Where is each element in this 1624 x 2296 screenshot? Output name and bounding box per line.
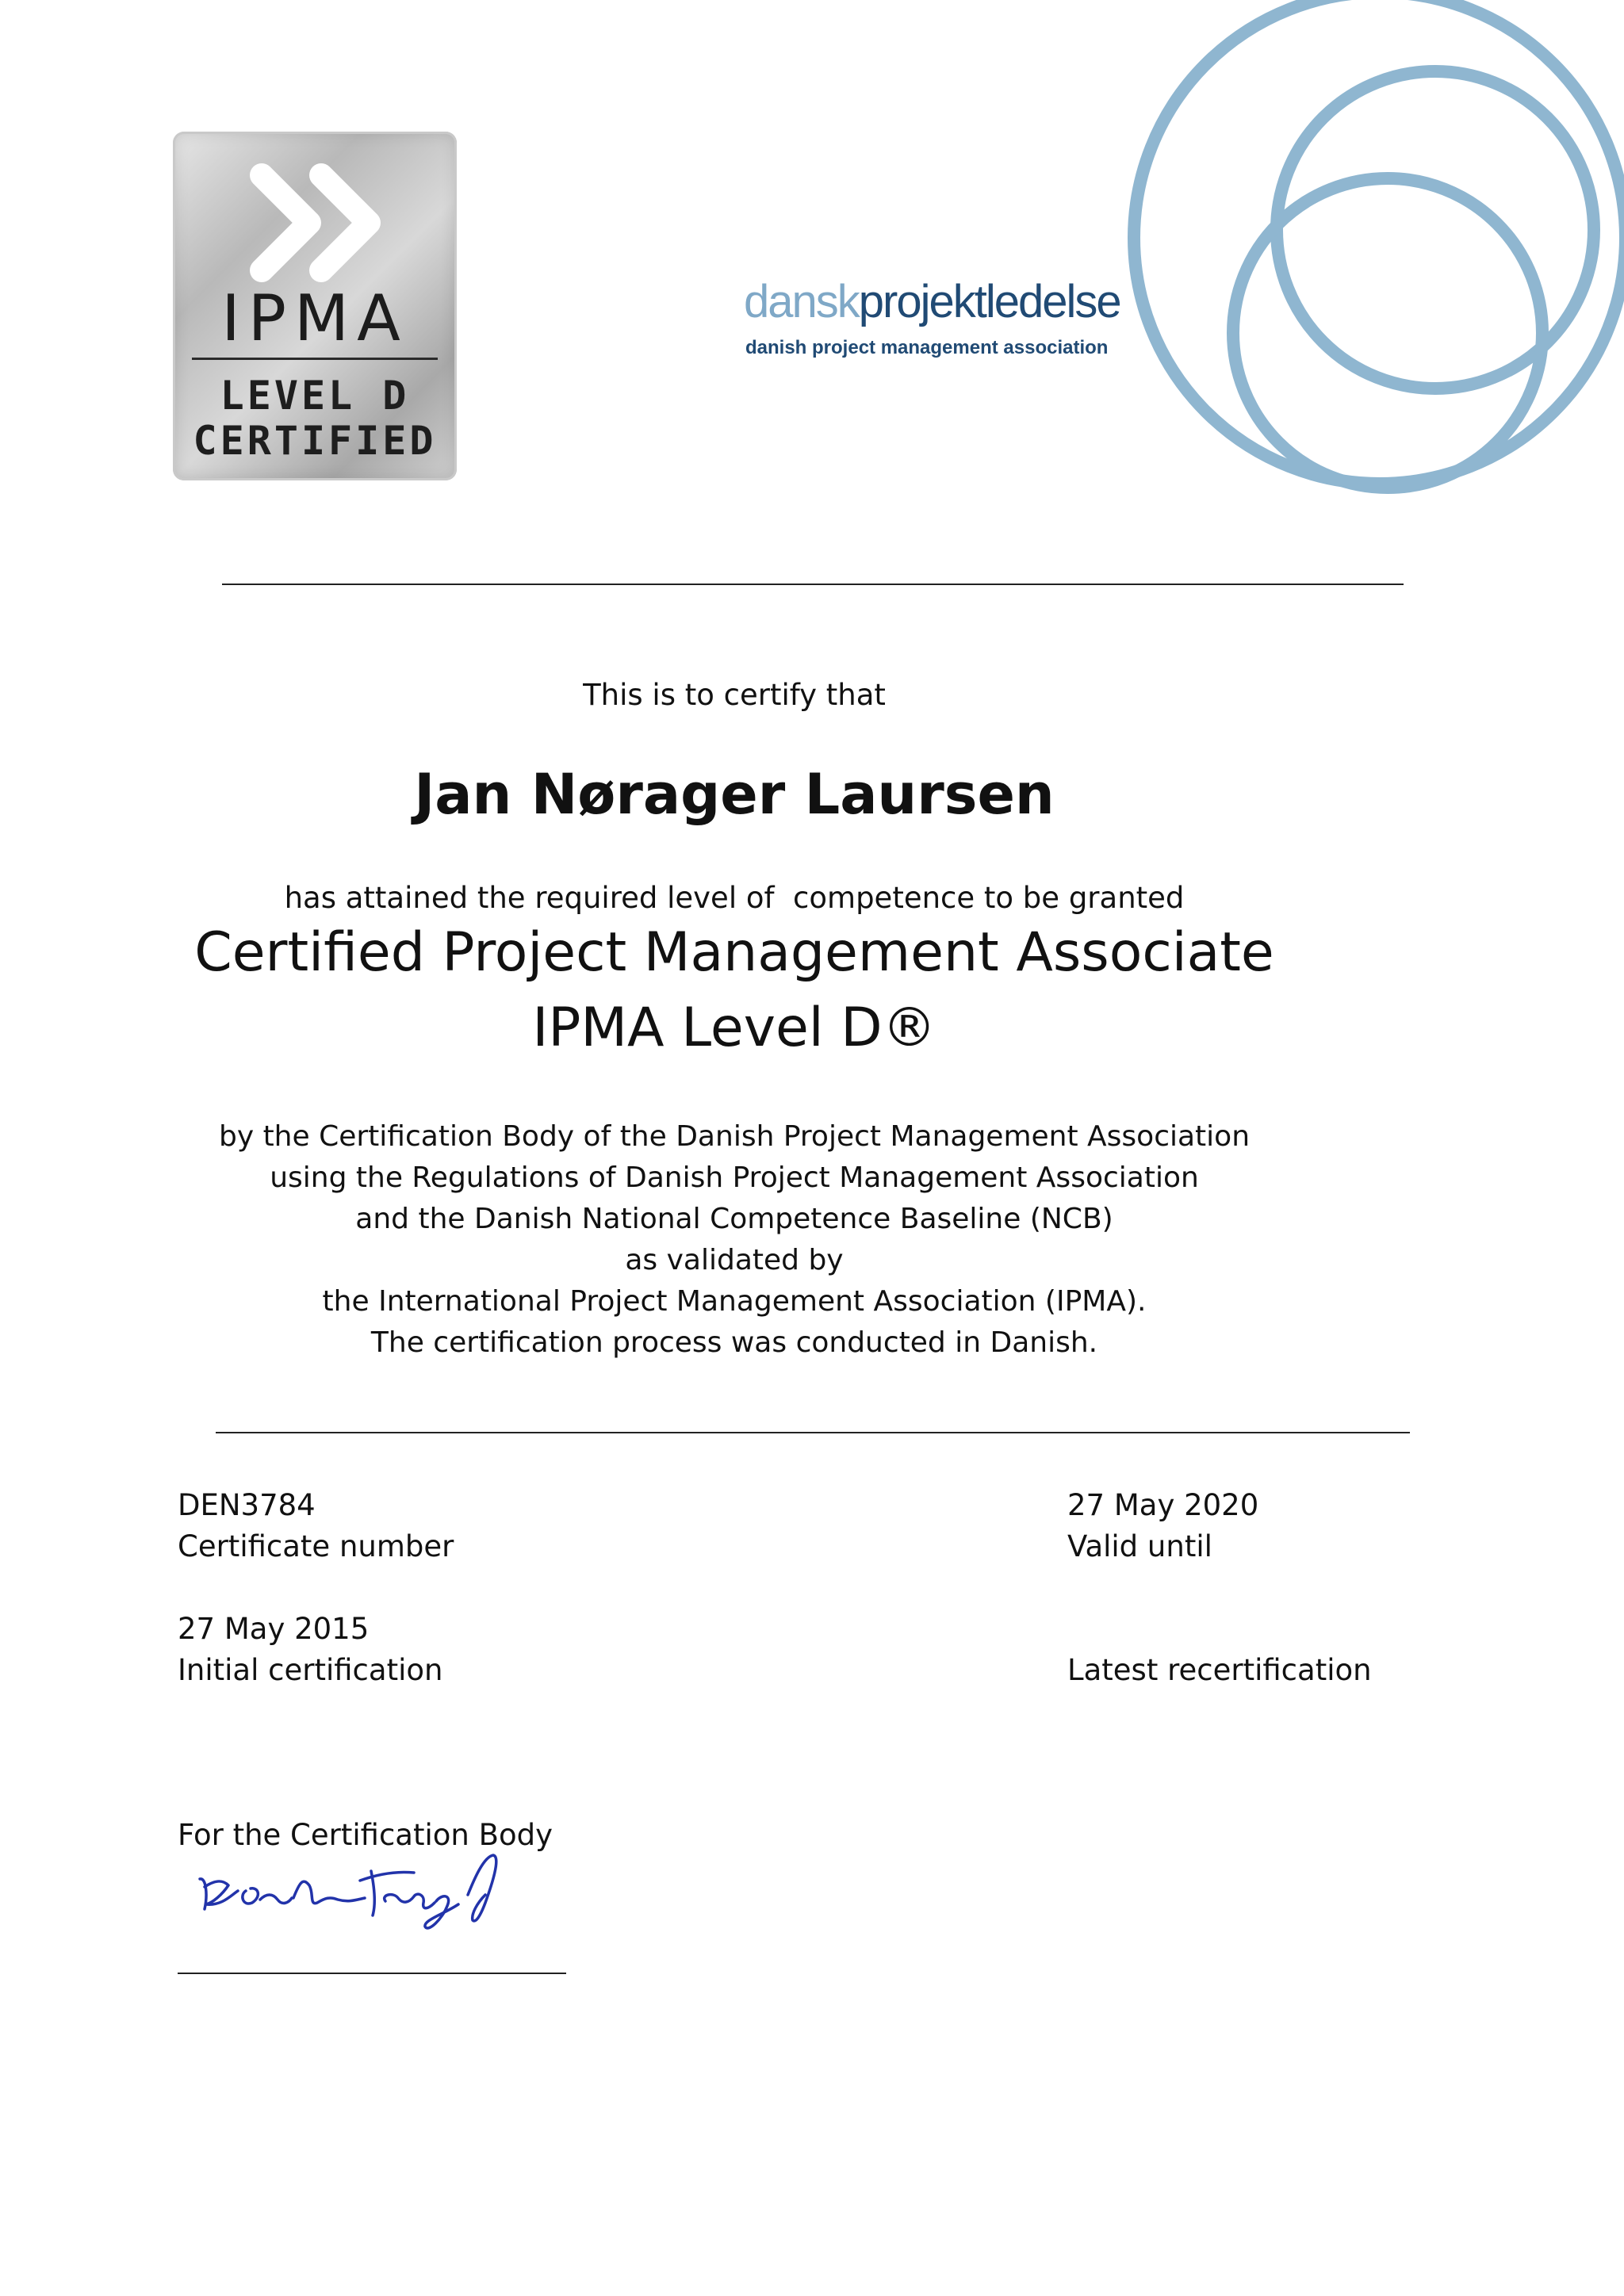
- body-line: using the Regulations of Danish Project Management Association: [270, 1161, 1199, 1194]
- certificate-number-value: DEN3784: [178, 1488, 316, 1522]
- handwritten-signature: [190, 1847, 523, 1942]
- badge-certified: CERTIFIED: [193, 418, 437, 464]
- body-line: by the Certification Body of the Danish Project Management Association: [218, 1120, 1251, 1153]
- body-line: as validated by: [625, 1244, 844, 1276]
- double-chevron-icon: [246, 163, 389, 282]
- certification-level: IPMA Level D®: [532, 997, 936, 1059]
- initial-certification-value: 27 May 2015: [178, 1612, 370, 1646]
- logo-part-light: dansk: [744, 276, 859, 327]
- certification-title: Certified Project Management Associate: [194, 921, 1274, 984]
- body-line: and the Danish National Competence Baseline (NCB): [355, 1203, 1113, 1235]
- logo-tagline: danish project management association: [745, 337, 1109, 358]
- initial-certification-label: Initial certification: [178, 1653, 443, 1687]
- signature-line: [178, 1973, 566, 1974]
- certificate-number-label: Certificate number: [178, 1529, 454, 1563]
- body-line: The certification process was conducted in Danish.: [370, 1326, 1098, 1359]
- decorative-circles: [1110, 0, 1624, 507]
- holder-name: Jan Nørager Laursen: [414, 762, 1055, 827]
- certify-intro: This is to certify that: [583, 678, 886, 712]
- badge-title: IPMA: [221, 281, 408, 355]
- badge-divider: [192, 358, 438, 360]
- badge-level: LEVEL D: [220, 373, 410, 419]
- top-divider: [222, 584, 1404, 585]
- ipma-level-d-badge: [173, 132, 457, 480]
- body-line: the International Project Management Association (IPMA).: [322, 1285, 1147, 1318]
- middle-divider: [216, 1432, 1410, 1433]
- logo-part-dark: projektledelse: [858, 276, 1120, 327]
- certification-body-text: [0, 1116, 1469, 1364]
- valid-until-label: Valid until: [1067, 1529, 1212, 1563]
- association-logo: [744, 276, 1120, 327]
- attained-text: has attained the required level of competence to be granted: [284, 881, 1185, 915]
- latest-recertification-label: Latest recertification: [1067, 1653, 1372, 1687]
- signature-label: For the Certification Body: [178, 1818, 553, 1852]
- valid-until-value: 27 May 2020: [1067, 1488, 1259, 1522]
